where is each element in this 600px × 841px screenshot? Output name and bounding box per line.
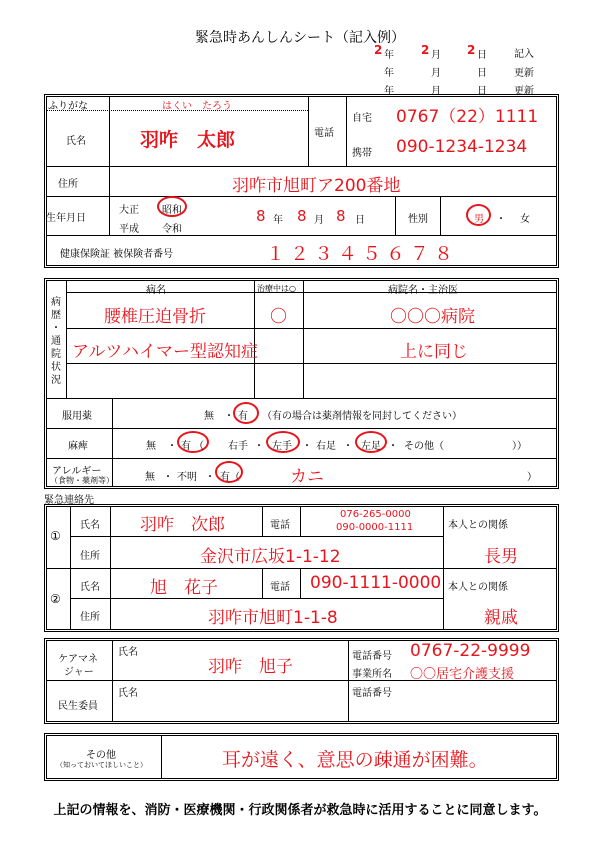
col-treating-header: 治療中は○: [257, 284, 296, 293]
allergy-label: アレルギー: [52, 466, 102, 477]
contact-2-address: 羽咋市旭町1-1-8: [208, 608, 338, 628]
home-phone-value: 0767（22）1111: [396, 107, 539, 127]
birth-year-value: 8: [256, 207, 266, 225]
allergy-dot: ・: [205, 472, 215, 483]
date-year-value: 2: [374, 43, 383, 57]
allergy-unknown: 不明: [177, 472, 197, 483]
medication-dot: ・: [224, 411, 234, 422]
care-office-label: 事業所名: [352, 669, 392, 680]
emergency-heading: 緊急連絡先: [44, 495, 94, 506]
treating-1: 〇: [270, 307, 287, 327]
contact-1-address: 金沢市広坂1-1-12: [200, 547, 341, 567]
allergy-none: 無: [145, 472, 155, 483]
date3-update-label: 更新: [514, 86, 534, 97]
care-label-1: ケアマネ: [58, 654, 98, 665]
allergy-sub: （食物・薬剤等）: [50, 476, 114, 485]
contact-1-name-label: 氏名: [80, 520, 100, 531]
home-label: 自宅: [352, 113, 372, 124]
disease-2: アルツハイマー型認知症: [72, 342, 258, 362]
hospital-1: 〇〇〇病院: [390, 307, 475, 327]
gender-label: 性別: [408, 214, 428, 225]
paralysis-label: 麻痺: [68, 441, 88, 452]
care-office: 〇〇居宅介護支援: [410, 667, 515, 682]
allergy-yes: 有（: [220, 472, 240, 483]
paralysis-open: （: [194, 441, 204, 452]
gender-male: 男: [474, 214, 484, 225]
contact-1-name: 羽咋 次郎: [140, 515, 225, 535]
paralysis-dot: ・: [343, 441, 353, 452]
disease-1: 腰椎圧迫骨折: [104, 307, 206, 327]
paralysis-left-foot: 左足: [361, 441, 381, 452]
allergy-dot: ・: [163, 472, 173, 483]
care-phone: 0767-22-9999: [410, 641, 531, 661]
welfare-name-label: 氏名: [118, 688, 138, 699]
other-sub: （知っておいてほしいこと）: [56, 761, 147, 769]
paralysis-yes: 有: [181, 441, 191, 452]
medication-label: 服用薬: [62, 411, 92, 422]
paralysis-left-hand: 左手: [272, 441, 292, 452]
other-label: その他: [86, 750, 116, 761]
medication-yes-circle: [233, 402, 259, 424]
era-showa-circle: [157, 196, 187, 217]
welfare-phone-label: 電話番号: [352, 688, 392, 699]
address-label: 住所: [58, 179, 78, 190]
care-name: 羽咋 旭子: [208, 657, 293, 677]
contact-1-phone-1: 076-265-0000: [340, 509, 411, 520]
side-char: ・: [51, 323, 61, 334]
contact-1-phone-label: 電話: [270, 520, 290, 531]
contact-2-phone: 090-1111-0000: [310, 573, 442, 593]
paralysis-left-hand-circle: [266, 431, 300, 453]
contact-2-name-label: 氏名: [80, 582, 100, 593]
side-char: 状: [51, 362, 61, 373]
contact-1-relation: 長男: [484, 547, 518, 567]
contact-2-relation-label: 本人との関係: [448, 582, 508, 593]
col-disease-header: 病名: [146, 285, 166, 296]
gender-dot: ・: [496, 214, 506, 225]
paralysis-yes-circle: [177, 431, 209, 453]
hospital-2: 上に同じ: [400, 342, 468, 362]
allergy-close: ）: [527, 472, 537, 483]
contact-2-relation: 親戚: [484, 608, 518, 628]
mobile-phone-value: 090-1234-1234: [396, 137, 528, 157]
date2-update-label: 更新: [514, 68, 534, 79]
date-day-value: 2: [467, 43, 476, 57]
care-label-2: ジャー: [64, 667, 94, 678]
contact-1-relation-label: 本人との関係: [448, 520, 508, 531]
insurance-label: 健康保険証 被保険者番号: [60, 249, 174, 260]
col-hospital-header: 病院名・主治医: [388, 285, 458, 296]
care-name-label: 氏名: [118, 647, 138, 658]
contact-2-number: ②: [50, 592, 61, 606]
date-month-value: 2: [421, 43, 430, 57]
page-title: 緊急時あんしんシート（記入例）: [195, 30, 405, 46]
era-taisho: 大正: [119, 205, 139, 216]
care-phone-label: 電話番号: [352, 651, 392, 662]
side-char: 通: [51, 336, 61, 347]
paralysis-dot: ・: [302, 441, 312, 452]
name-value: 羽咋 太郎: [140, 129, 236, 151]
paralysis-none: 無: [146, 441, 156, 452]
birth-month-value: 8: [297, 207, 307, 225]
birth-day-unit: 日: [355, 215, 365, 226]
date3-day-unit: 日: [477, 86, 487, 97]
era-heisei: 平成: [119, 224, 139, 235]
era-showa: 昭和: [162, 205, 182, 216]
paralysis-left-foot-circle: [355, 431, 387, 453]
phone-label: 電話: [314, 128, 334, 139]
mobile-label: 携帯: [352, 148, 372, 159]
date-month-unit: 月: [431, 50, 441, 61]
birth-year-unit: 年: [273, 215, 283, 226]
other-value: 耳が遠く、意思の疎通が困難。: [222, 749, 488, 771]
side-char: 院: [51, 349, 61, 360]
paralysis-other: その他（: [404, 441, 444, 452]
furigana-value: はくい たろう: [162, 101, 232, 112]
date2-day-unit: 日: [477, 68, 487, 79]
medication-none: 無: [204, 411, 214, 422]
allergy-value: カニ: [290, 467, 324, 487]
contact-1-number: ①: [50, 529, 61, 543]
date-day-unit: 日: [477, 50, 487, 61]
date3-year-unit: 年: [384, 86, 394, 97]
contact-2-address-label: 住所: [80, 612, 100, 623]
contact-2-phone-label: 電話: [270, 582, 290, 593]
date-entry-label: 記入: [514, 49, 534, 60]
gender-female: 女: [520, 214, 530, 225]
paralysis-right-foot: 右足: [316, 441, 336, 452]
contact-1-address-label: 住所: [80, 551, 100, 562]
date2-month-unit: 月: [431, 68, 441, 79]
furigana-label: ふりがな: [48, 101, 88, 112]
contact-2-name: 旭 花子: [150, 578, 218, 598]
gender-male-circle: [466, 204, 491, 226]
date-year-unit: 年: [384, 50, 394, 61]
medication-note: （有の場合は薬剤情報を同封してください）: [262, 411, 462, 422]
paralysis-dot: ・: [254, 441, 264, 452]
birth-day-value: 8: [336, 207, 346, 225]
address-value: 羽咋市旭町ア200番地: [232, 176, 401, 196]
contact-1-phone-2: 090-0000-1111: [336, 522, 414, 533]
paralysis-right-hand: 右手: [228, 441, 248, 452]
side-char: 況: [51, 375, 61, 386]
birth-label: 生年月日: [46, 213, 86, 224]
paralysis-close: ））: [512, 441, 527, 452]
birth-month-unit: 月: [314, 215, 324, 226]
medication-yes: 有: [238, 411, 248, 422]
side-char: 病: [51, 297, 61, 308]
allergy-yes-circle: [215, 461, 243, 483]
date3-month-unit: 月: [431, 86, 441, 97]
insurance-number: １２３４５６７８: [266, 243, 459, 265]
paralysis-dot: ・: [167, 441, 177, 452]
era-reiwa: 令和: [162, 224, 182, 235]
consent-footer: 上記の情報を、消防・医療機関・行政関係者が救急時に活用することに同意します。: [53, 803, 547, 818]
date2-year-unit: 年: [384, 68, 394, 79]
paralysis-dot: ・: [388, 441, 398, 452]
name-label: 氏名: [66, 136, 86, 147]
welfare-label: 民生委員: [58, 701, 98, 712]
side-char: 歴: [51, 310, 61, 321]
